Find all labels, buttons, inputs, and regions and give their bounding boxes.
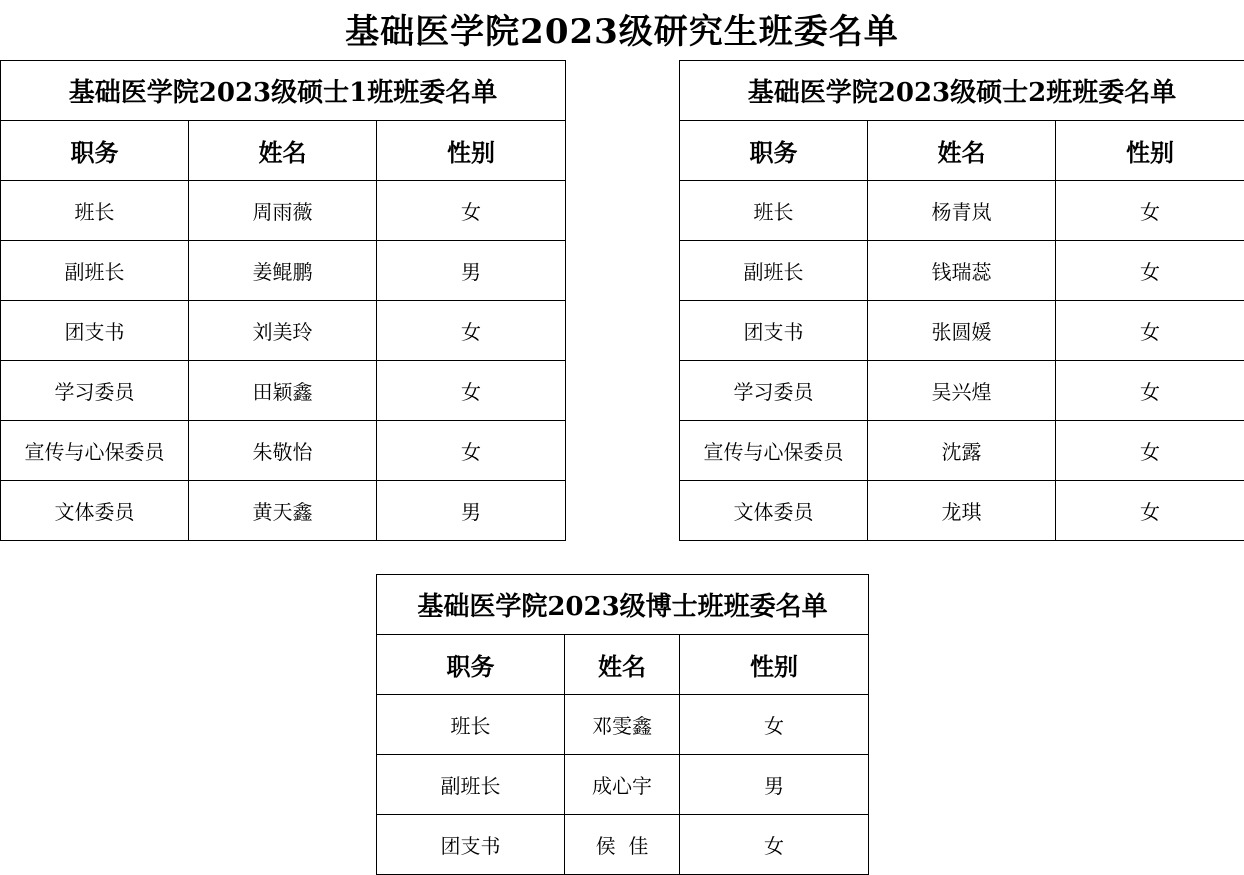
name-cell: 吴兴煌 xyxy=(868,361,1056,421)
table-row xyxy=(680,181,1244,241)
role-cell: 学习委员 xyxy=(1,361,189,421)
table-title: 基础医学院2023级硕士2班班委名单 xyxy=(680,61,1244,121)
role-cell: 班长 xyxy=(680,181,868,241)
gender-cell: 女 xyxy=(377,301,566,361)
column-header-name: 姓名 xyxy=(565,635,680,695)
table-row xyxy=(680,361,1244,421)
table-row xyxy=(1,181,566,241)
gender-cell: 女 xyxy=(680,695,869,755)
table-row xyxy=(680,481,1244,541)
gender-cell: 女 xyxy=(680,815,869,875)
column-header-name: 姓名 xyxy=(189,121,377,181)
table-title-row xyxy=(1,61,566,121)
column-header-role: 职务 xyxy=(377,635,565,695)
table-title-row xyxy=(680,61,1244,121)
role-cell: 团支书 xyxy=(680,301,868,361)
table-row xyxy=(1,421,566,481)
roster-table-doctor xyxy=(376,574,869,875)
gender-cell: 女 xyxy=(1056,301,1244,361)
gender-cell: 女 xyxy=(377,181,566,241)
name-cell: 田颖鑫 xyxy=(189,361,377,421)
name-cell: 张圆媛 xyxy=(868,301,1056,361)
gender-cell: 男 xyxy=(377,481,566,541)
table-row xyxy=(1,481,566,541)
role-cell: 副班长 xyxy=(680,241,868,301)
name-cell: 黄天鑫 xyxy=(189,481,377,541)
table-row xyxy=(377,695,869,755)
column-header-gender: 性别 xyxy=(377,121,566,181)
table-row xyxy=(1,241,566,301)
table-title-row xyxy=(377,575,869,635)
gender-cell: 女 xyxy=(1056,481,1244,541)
name-cell: 朱敬怡 xyxy=(189,421,377,481)
name-cell: 钱瑞蕊 xyxy=(868,241,1056,301)
name-cell: 杨青岚 xyxy=(868,181,1056,241)
gender-cell: 男 xyxy=(680,755,869,815)
table-row xyxy=(377,815,869,875)
role-cell: 文体委员 xyxy=(1,481,189,541)
gender-cell: 女 xyxy=(1056,181,1244,241)
gender-cell: 女 xyxy=(1056,421,1244,481)
table-row xyxy=(1,301,566,361)
name-cell: 侯 佳 xyxy=(565,815,680,875)
table-title: 基础医学院2023级硕士1班班委名单 xyxy=(1,61,566,121)
role-cell: 文体委员 xyxy=(680,481,868,541)
column-header-name: 姓名 xyxy=(868,121,1056,181)
role-cell: 团支书 xyxy=(1,301,189,361)
header-row xyxy=(1,121,566,181)
header-row xyxy=(680,121,1244,181)
role-cell: 学习委员 xyxy=(680,361,868,421)
gender-cell: 女 xyxy=(1056,361,1244,421)
header-row xyxy=(377,635,869,695)
name-cell: 周雨薇 xyxy=(189,181,377,241)
gender-cell: 女 xyxy=(1056,241,1244,301)
name-cell: 邓雯鑫 xyxy=(565,695,680,755)
table-row xyxy=(377,755,869,815)
name-cell: 刘美玲 xyxy=(189,301,377,361)
role-cell: 团支书 xyxy=(377,815,565,875)
role-cell: 副班长 xyxy=(1,241,189,301)
column-header-gender: 性别 xyxy=(680,635,869,695)
gender-cell: 女 xyxy=(377,421,566,481)
column-header-role: 职务 xyxy=(1,121,189,181)
table-title: 基础医学院2023级博士班班委名单 xyxy=(377,575,869,635)
gender-cell: 女 xyxy=(377,361,566,421)
table-row xyxy=(680,301,1244,361)
role-cell: 班长 xyxy=(1,181,189,241)
name-cell: 姜鲲鹏 xyxy=(189,241,377,301)
name-cell: 龙琪 xyxy=(868,481,1056,541)
role-cell: 副班长 xyxy=(377,755,565,815)
name-cell: 成心宇 xyxy=(565,755,680,815)
role-cell: 班长 xyxy=(377,695,565,755)
page-title: 基础医学院2023级研究生班委名单 xyxy=(345,12,899,52)
table-row xyxy=(1,361,566,421)
table-row xyxy=(680,241,1244,301)
column-header-role: 职务 xyxy=(680,121,868,181)
column-header-gender: 性别 xyxy=(1056,121,1244,181)
name-cell: 沈露 xyxy=(868,421,1056,481)
roster-table-master-1 xyxy=(0,60,566,541)
table-row xyxy=(680,421,1244,481)
role-cell: 宣传与心保委员 xyxy=(680,421,868,481)
gender-cell: 男 xyxy=(377,241,566,301)
role-cell: 宣传与心保委员 xyxy=(1,421,189,481)
roster-table-master-2 xyxy=(679,60,1244,541)
